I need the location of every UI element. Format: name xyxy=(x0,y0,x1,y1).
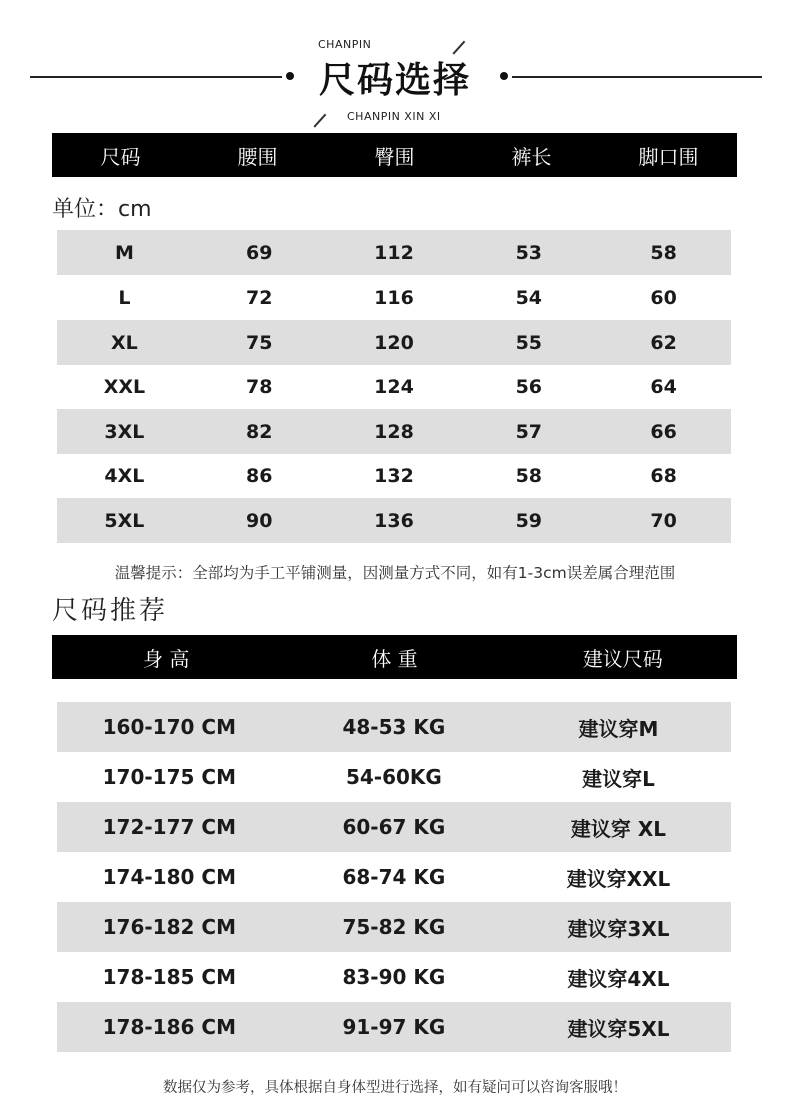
table-cell: 5XL xyxy=(104,509,145,532)
table-cell: 90 xyxy=(245,509,273,532)
table-cell: 建议穿3XL xyxy=(567,916,670,941)
table-cell: 75-82 KG xyxy=(342,915,446,939)
table-cell: 60 xyxy=(650,286,677,309)
table-cell: 116 xyxy=(374,286,414,309)
table-cell: 170-175 CM xyxy=(102,765,236,789)
table-cell: 124 xyxy=(374,375,414,398)
table-row xyxy=(57,230,731,275)
table-cell: L xyxy=(118,286,131,309)
column-header: 体 重 xyxy=(371,646,418,671)
table-cell: 82 xyxy=(245,420,273,443)
table-cell: 128 xyxy=(374,420,414,443)
table-cell: 64 xyxy=(650,375,677,398)
table-cell: 86 xyxy=(245,464,273,487)
table-cell: 91-97 KG xyxy=(342,1015,446,1039)
table-cell: 78 xyxy=(245,375,273,398)
header-slash-bottom xyxy=(313,114,325,128)
table-cell: 57 xyxy=(515,420,543,443)
size-table-header xyxy=(52,133,737,177)
table-cell: 83-90 KG xyxy=(342,965,446,989)
table-cell: 建议穿 XL xyxy=(570,816,667,841)
table-cell: 178-185 CM xyxy=(102,965,236,989)
table-row xyxy=(57,320,731,365)
column-header: 身 高 xyxy=(142,646,190,671)
footer-disclaimer: 数据仅为参考，具体根据自身体型进行选择，如有疑问可以咨询客服哦！ xyxy=(163,1080,627,1096)
table-cell: M xyxy=(114,241,134,264)
table-cell: 54 xyxy=(515,286,543,309)
table-cell: 178-186 CM xyxy=(102,1015,236,1039)
table-row xyxy=(57,802,731,852)
column-header: 裤长 xyxy=(511,144,552,169)
table-cell: 75 xyxy=(245,331,273,354)
table-cell: 58 xyxy=(515,464,543,487)
table-cell: 3XL xyxy=(104,420,145,443)
table-row xyxy=(57,702,731,752)
column-header: 建议尺码 xyxy=(582,646,663,671)
table-cell: 建议穿4XL xyxy=(567,966,670,991)
table-row xyxy=(57,498,731,543)
column-header: 尺码 xyxy=(100,144,141,169)
table-cell: 建议穿XXL xyxy=(566,866,671,891)
table-cell: 62 xyxy=(650,331,677,354)
table-cell: 112 xyxy=(374,241,414,264)
table-cell: 68-74 KG xyxy=(342,865,446,889)
table-row xyxy=(57,409,731,454)
table-cell: 58 xyxy=(650,241,677,264)
table-row xyxy=(57,275,731,320)
table-row xyxy=(57,752,731,802)
table-cell: 48-53 KG xyxy=(342,715,446,739)
table-cell: 建议穿M xyxy=(578,716,659,741)
table-cell: 54-60KG xyxy=(345,765,442,789)
column-header: 脚口围 xyxy=(638,144,699,169)
table-cell: 136 xyxy=(374,509,414,532)
table-row xyxy=(57,902,731,952)
table-cell: 59 xyxy=(515,509,543,532)
column-header: 臀围 xyxy=(374,144,415,169)
table-cell: 176-182 CM xyxy=(102,915,236,939)
table-row xyxy=(57,852,731,902)
table-row xyxy=(57,1002,731,1052)
table-cell: 66 xyxy=(650,420,677,443)
measurement-note: 温馨提示：全部均为手工平铺测量，因测量方式不同，如有1-3cm误差属合理范围 xyxy=(114,564,676,582)
page-title: 尺码选择 xyxy=(318,60,471,101)
table-cell: 70 xyxy=(650,509,677,532)
table-cell: 建议穿5XL xyxy=(567,1016,670,1041)
section-title-recommend: 尺码推荐 xyxy=(52,596,169,626)
table-cell: 174-180 CM xyxy=(102,865,236,889)
table-cell: 53 xyxy=(515,241,543,264)
recommend-table-header xyxy=(52,635,737,679)
table-cell: 4XL xyxy=(104,464,145,487)
header-small-top: CHANPIN xyxy=(318,38,372,51)
table-cell: 132 xyxy=(374,464,414,487)
table-cell: 172-177 CM xyxy=(102,815,236,839)
table-row xyxy=(57,952,731,1002)
table-cell: 56 xyxy=(515,375,543,398)
table-cell: 68 xyxy=(650,464,677,487)
table-cell: 69 xyxy=(245,241,273,264)
table-cell: 120 xyxy=(374,331,414,354)
header-small-bottom: CHANPIN XIN XI xyxy=(347,110,441,123)
column-header: 腰围 xyxy=(237,144,278,169)
table-cell: 60-67 KG xyxy=(342,815,446,839)
table-cell: 160-170 CM xyxy=(102,715,236,739)
unit-label: 单位：cm xyxy=(52,197,152,222)
table-cell: 72 xyxy=(245,286,273,309)
table-row xyxy=(57,453,731,498)
table-row xyxy=(57,364,731,409)
table-cell: XL xyxy=(111,331,138,354)
table-cell: XXL xyxy=(103,375,146,398)
table-cell: 建议穿L xyxy=(582,766,655,791)
table-cell: 55 xyxy=(515,331,543,354)
